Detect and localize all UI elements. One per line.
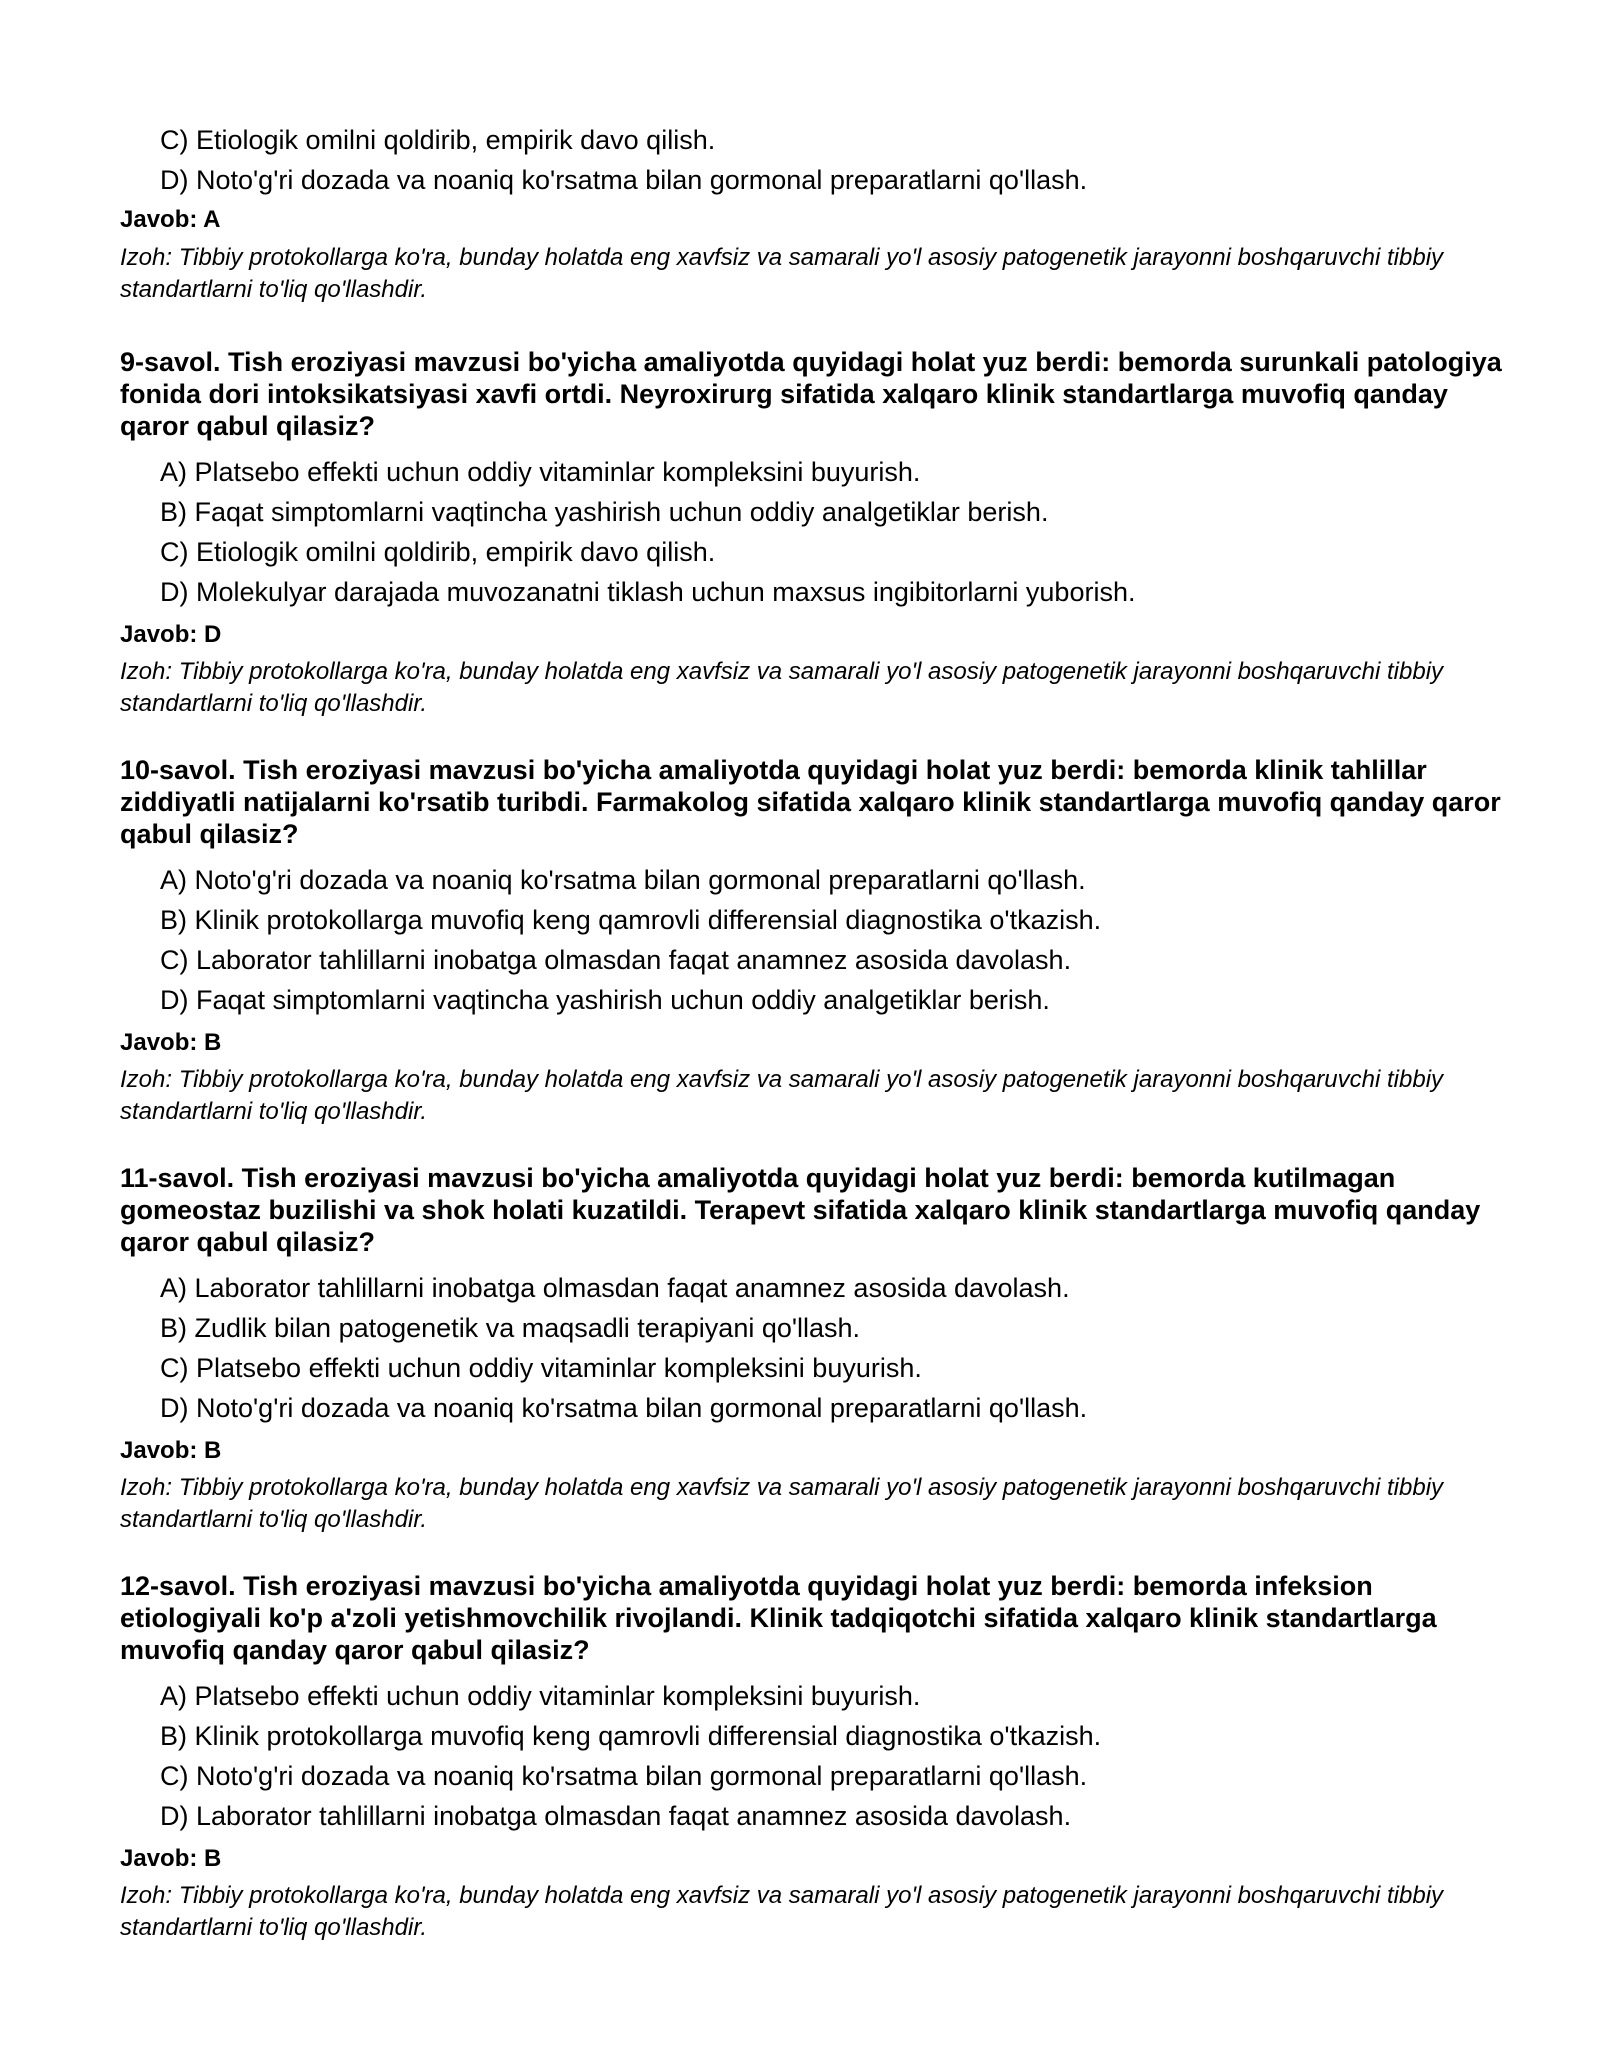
question-options (160, 452, 1520, 612)
answer-option-a: A) Platsebo effekti uchun oddiy vitaminlar kompleksini buyurish. (160, 457, 921, 487)
answer-option-b: B) Klinik protokollarga muvofiq keng qamrovli differensial diagnostika o'tkazish. (160, 905, 1102, 935)
question-options (160, 1268, 1520, 1428)
previous-question-options (160, 120, 1500, 200)
explanation-note: Izoh: Tibbiy protokollarga ko'ra, bunday holatda eng xavfsiz va samarali yo'l asosiy patogenetik jarayonni boshqaruvchi tibbiy standartlarni to'liq qo'llashdir. (120, 244, 1444, 303)
answer-option-b: B) Faqat simptomlarni vaqtincha yashirish uchun oddiy analgetiklar berish. (160, 497, 1049, 527)
answer-option-a: A) Noto'g'ri dozada va noaniq ko'rsatma bilan gormonal preparatlarni qo'llash. (160, 865, 1086, 895)
answer-option-b: B) Zudlik bilan patogenetik va maqsadli terapiyani qo'llash. (160, 1313, 861, 1343)
answer-label: Javob: B (120, 1437, 222, 1464)
question-text: 10-savol. Tish eroziyasi mavzusi bo'yicha amaliyotda quyidagi holat yuz berdi: bemorda klinik tahlillar ziddiyatli natijalarni ko'rsatib turibdi. Farmakolog sifatida xalqaro klinik standartlarga muvofiq qanday qaror qabul qilasiz? (120, 755, 1501, 849)
answer-option-d: D) Noto'g'ri dozada va noaniq ko'rsatma bilan gormonal preparatlarni qo'llash. (160, 165, 1088, 195)
question-block-10 (120, 754, 1520, 1128)
answer-label: Javob: D (120, 621, 222, 648)
answer-option-b: B) Klinik protokollarga muvofiq keng qamrovli differensial diagnostika o'tkazish. (160, 1721, 1102, 1751)
answer-option-d: D) Molekulyar darajada muvozanatni tiklash uchun maxsus ingibitorlarni yuborish. (160, 577, 1136, 607)
answer-option-d: D) Laborator tahlillarni inobatga olmasdan faqat anamnez asosida davolash. (160, 1801, 1072, 1831)
answer-label: Javob: B (120, 1029, 222, 1056)
answer-option-c: C) Noto'g'ri dozada va noaniq ko'rsatma bilan gormonal preparatlarni qo'llash. (160, 1761, 1088, 1791)
answer-option-d: D) Faqat simptomlarni vaqtincha yashirish uchun oddiy analgetiklar berish. (160, 985, 1050, 1015)
question-block-11 (120, 1162, 1520, 1536)
question-text: 9-savol. Tish eroziyasi mavzusi bo'yicha amaliyotda quyidagi holat yuz berdi: bemorda surunkali patologiya fonida dori intoksikatsiyasi xavfi ortdi. Neyroxirurg sifatida xalqaro klinik standartlarga muvofiq qanday qaror qabul qilasiz? (120, 347, 1502, 441)
answer-option-c: C) Platsebo effekti uchun oddiy vitaminlar kompleksini buyurish. (160, 1353, 922, 1383)
answer-option-a: A) Platsebo effekti uchun oddiy vitaminlar kompleksini buyurish. (160, 1681, 921, 1711)
question-options (160, 1676, 1520, 1836)
question-text: 12-savol. Tish eroziyasi mavzusi bo'yicha amaliyotda quyidagi holat yuz berdi: bemorda infeksion etiologiyali ko'p a'zoli yetishmovchilik rivojlandi. Klinik tadqiqotchi sifatida xalqaro klinik standartlarga muvofiq qanday qaror qabul qilasiz? (120, 1571, 1437, 1665)
question-text: 11-savol. Tish eroziyasi mavzusi bo'yicha amaliyotda quyidagi holat yuz berdi: bemorda kutilmagan gomeostaz buzilishi va shok holati kuzatildi. Terapevt sifatida xalqaro klinik standartlarga muvofiq qanday qaror qabul qilasiz? (120, 1163, 1481, 1257)
explanation-note: Izoh: Tibbiy protokollarga ko'ra, bunday holatda eng xavfsiz va samarali yo'l asosiy patogenetik jarayonni boshqaruvchi tibbiy standartlarni to'liq qo'llashdir. (120, 658, 1444, 717)
answer-option-c: C) Laborator tahlillarni inobatga olmasdan faqat anamnez asosida davolash. (160, 945, 1072, 975)
answer-option-a: A) Laborator tahlillarni inobatga olmasdan faqat anamnez asosida davolash. (160, 1273, 1070, 1303)
explanation-note: Izoh: Tibbiy protokollarga ko'ra, bunday holatda eng xavfsiz va samarali yo'l asosiy patogenetik jarayonni boshqaruvchi tibbiy standartlarni to'liq qo'llashdir. (120, 1474, 1444, 1533)
question-block-12 (120, 1570, 1520, 1944)
answer-label: Javob: B (120, 1845, 222, 1872)
answer-label: Javob: A (120, 206, 221, 233)
explanation-note: Izoh: Tibbiy protokollarga ko'ra, bunday holatda eng xavfsiz va samarali yo'l asosiy patogenetik jarayonni boshqaruvchi tibbiy standartlarni to'liq qo'llashdir. (120, 1066, 1444, 1125)
answer-option-c: C) Etiologik omilni qoldirib, empirik davo qilish. (160, 125, 716, 155)
explanation-note: Izoh: Tibbiy protokollarga ko'ra, bunday holatda eng xavfsiz va samarali yo'l asosiy patogenetik jarayonni boshqaruvchi tibbiy standartlarni to'liq qo'llashdir. (120, 1882, 1444, 1941)
question-block-9 (120, 346, 1520, 720)
answer-option-d: D) Noto'g'ri dozada va noaniq ko'rsatma bilan gormonal preparatlarni qo'llash. (160, 1393, 1088, 1423)
question-options (160, 860, 1520, 1020)
answer-option-c: C) Etiologik omilni qoldirib, empirik davo qilish. (160, 537, 716, 567)
